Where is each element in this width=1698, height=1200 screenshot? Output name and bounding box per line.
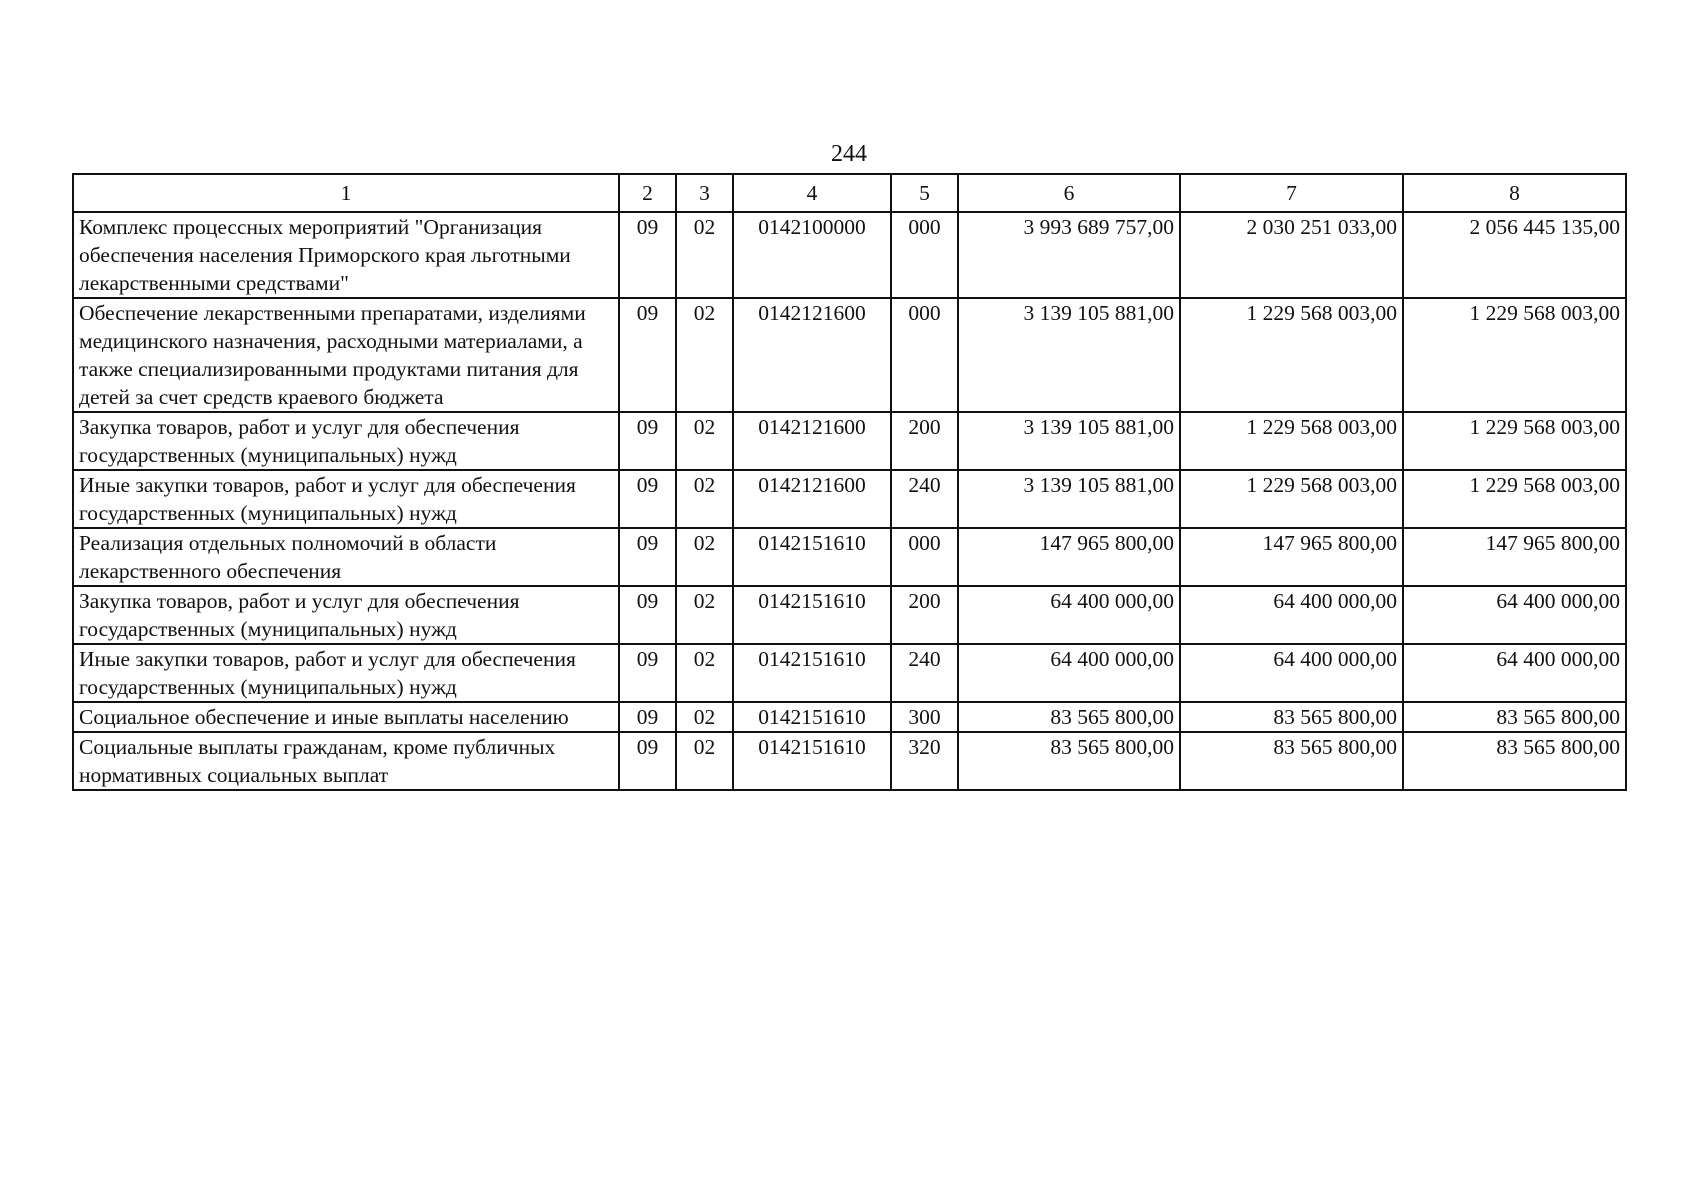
row-name: Закупка товаров, работ и услуг для обеспечения государственных (муниципальных) нужд [73,412,619,470]
row-amount-col7: 2 030 251 033,00 [1180,212,1403,298]
row-target-code: 0142100000 [733,212,891,298]
row-amount-col8: 64 400 000,00 [1403,644,1626,702]
row-name: Социальное обеспечение и иные выплаты населению [73,702,619,732]
row-target-code: 0142151610 [733,702,891,732]
row-amount-col7: 64 400 000,00 [1180,586,1403,644]
header-col-8: 8 [1403,174,1626,212]
row-amount-col6: 3 993 689 757,00 [958,212,1180,298]
header-col-6: 6 [958,174,1180,212]
row-amount-col8: 1 229 568 003,00 [1403,298,1626,412]
row-amount-col7: 64 400 000,00 [1180,644,1403,702]
row-amount-col6: 3 139 105 881,00 [958,412,1180,470]
row-expense-type: 200 [891,586,958,644]
row-amount-col6: 3 139 105 881,00 [958,298,1180,412]
row-subsection: 02 [676,528,733,586]
table-row [73,412,1626,470]
header-col-4: 4 [733,174,891,212]
row-name: Комплекс процессных мероприятий "Организация обеспечения населения Приморского края льготными лекарственными средствами" [73,212,619,298]
row-expense-type: 240 [891,470,958,528]
row-subsection: 02 [676,212,733,298]
row-amount-col8: 1 229 568 003,00 [1403,412,1626,470]
row-expense-type: 200 [891,412,958,470]
row-amount-col7: 83 565 800,00 [1180,702,1403,732]
table-row [73,212,1626,298]
row-subsection: 02 [676,732,733,790]
row-amount-col8: 1 229 568 003,00 [1403,470,1626,528]
row-target-code: 0142151610 [733,586,891,644]
row-section: 09 [619,528,676,586]
page-number: 244 [831,141,867,167]
row-amount-col6: 3 139 105 881,00 [958,470,1180,528]
row-target-code: 0142121600 [733,470,891,528]
row-amount-col7: 1 229 568 003,00 [1180,470,1403,528]
row-amount-col8: 2 056 445 135,00 [1403,212,1626,298]
row-subsection: 02 [676,298,733,412]
row-target-code: 0142121600 [733,298,891,412]
table-row [73,528,1626,586]
row-amount-col7: 147 965 800,00 [1180,528,1403,586]
header-col-3: 3 [676,174,733,212]
row-target-code: 0142151610 [733,528,891,586]
header-col-1: 1 [73,174,619,212]
row-name: Иные закупки товаров, работ и услуг для обеспечения государственных (муниципальных) нужд [73,644,619,702]
table-row [73,298,1626,412]
header-col-7: 7 [1180,174,1403,212]
row-name: Обеспечение лекарственными препаратами, изделиями медицинского назначения, расходными материалами, а также специализированными продуктами питания для детей за счет средств краевого бюджета [73,298,619,412]
row-amount-col7: 1 229 568 003,00 [1180,412,1403,470]
row-amount-col6: 83 565 800,00 [958,702,1180,732]
row-section: 09 [619,412,676,470]
row-amount-col8: 147 965 800,00 [1403,528,1626,586]
row-target-code: 0142121600 [733,412,891,470]
row-expense-type: 320 [891,732,958,790]
row-name: Закупка товаров, работ и услуг для обеспечения государственных (муниципальных) нужд [73,586,619,644]
row-name: Иные закупки товаров, работ и услуг для обеспечения государственных (муниципальных) нужд [73,470,619,528]
row-section: 09 [619,212,676,298]
header-col-5: 5 [891,174,958,212]
row-expense-type: 300 [891,702,958,732]
row-name: Социальные выплаты гражданам, кроме публичных нормативных социальных выплат [73,732,619,790]
table-body [73,212,1626,790]
table-row [73,702,1626,732]
row-subsection: 02 [676,412,733,470]
row-target-code: 0142151610 [733,644,891,702]
row-expense-type: 240 [891,644,958,702]
row-section: 09 [619,644,676,702]
row-amount-col8: 64 400 000,00 [1403,586,1626,644]
row-amount-col6: 147 965 800,00 [958,528,1180,586]
table-row [73,644,1626,702]
header-col-2: 2 [619,174,676,212]
row-section: 09 [619,298,676,412]
row-expense-type: 000 [891,212,958,298]
row-section: 09 [619,470,676,528]
table-row [73,732,1626,790]
row-subsection: 02 [676,586,733,644]
table-row [73,586,1626,644]
row-section: 09 [619,586,676,644]
row-amount-col8: 83 565 800,00 [1403,702,1626,732]
row-amount-col6: 64 400 000,00 [958,644,1180,702]
row-subsection: 02 [676,702,733,732]
row-amount-col6: 83 565 800,00 [958,732,1180,790]
row-amount-col7: 1 229 568 003,00 [1180,298,1403,412]
row-target-code: 0142151610 [733,732,891,790]
budget-table [72,173,1627,791]
row-expense-type: 000 [891,298,958,412]
row-section: 09 [619,732,676,790]
row-name: Реализация отдельных полномочий в области лекарственного обеспечения [73,528,619,586]
row-subsection: 02 [676,644,733,702]
row-section: 09 [619,702,676,732]
table-header-row [73,174,1626,212]
row-amount-col6: 64 400 000,00 [958,586,1180,644]
row-amount-col7: 83 565 800,00 [1180,732,1403,790]
row-subsection: 02 [676,470,733,528]
table-row [73,470,1626,528]
row-expense-type: 000 [891,528,958,586]
row-amount-col8: 83 565 800,00 [1403,732,1626,790]
